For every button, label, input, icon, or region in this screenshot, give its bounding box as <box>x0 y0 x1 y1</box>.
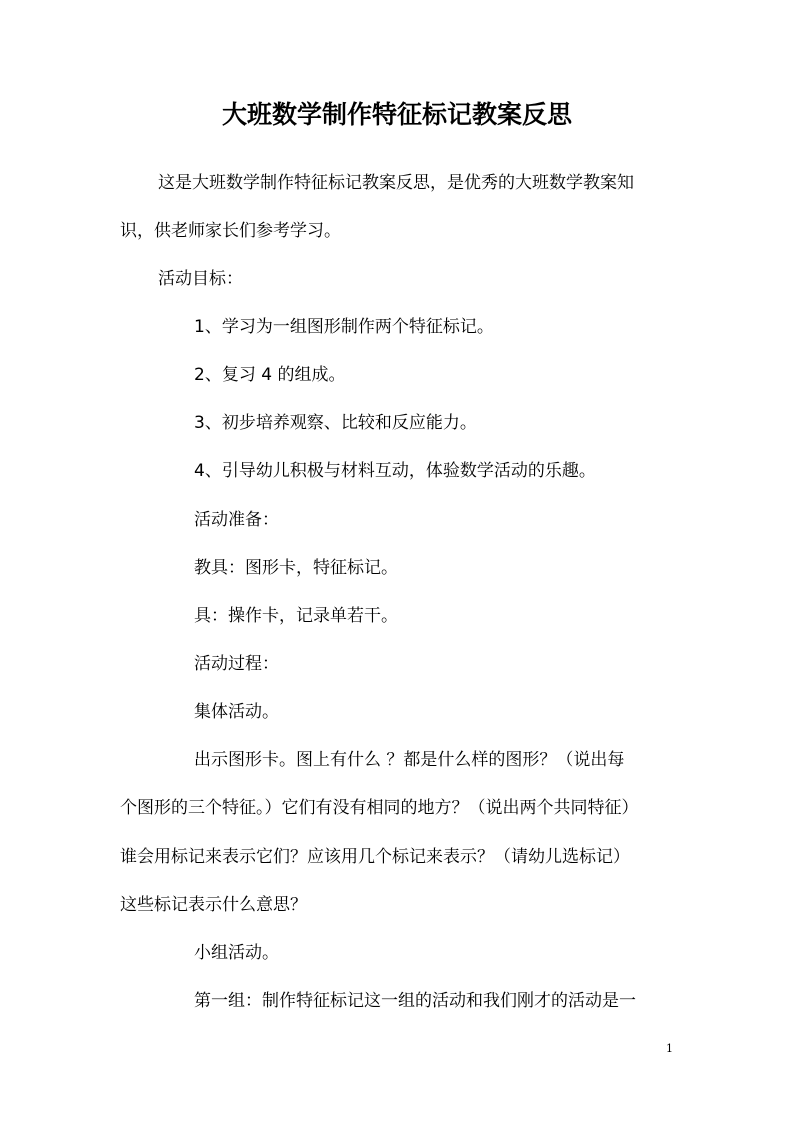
list-item: 4、引导幼儿积极与材料互动，体验数学活动的乐趣。 <box>194 461 596 481</box>
list-item: 3、初步培养观察、比较和反应能力。 <box>194 413 477 433</box>
paragraph-line: 小组活动。 <box>194 943 279 963</box>
paragraph-line: 这是大班数学制作特征标记教案反思，是优秀的大班数学教案知 <box>158 173 634 193</box>
list-item: 1、学习为一组图形制作两个特征标记。 <box>194 317 494 337</box>
page-number: 1 <box>666 1042 673 1055</box>
paragraph-line: 识，供老师家长们参考学习。 <box>120 221 341 241</box>
section-heading: 活动过程： <box>194 654 279 674</box>
paragraph-line: 教具：图形卡，特征标记。 <box>194 558 398 578</box>
paragraph-line: 第一组：制作特征标记这一组的活动和我们刚才的活动是一 <box>194 991 636 1011</box>
document-title: 大班数学制作特征标记教案反思 <box>221 100 572 129</box>
paragraph-line: 个图形的三个特征。）它们有没有相同的地方？（说出两个共同特征） <box>120 798 639 818</box>
section-heading: 活动目标： <box>158 269 243 289</box>
section-heading: 活动准备： <box>194 510 279 530</box>
paragraph-line: 谁会用标记来表示它们？应该用几个标记来表示？（请幼儿选标记） <box>120 847 630 867</box>
paragraph-line: 这些标记表示什么意思？ <box>120 895 307 915</box>
paragraph-line: 具：操作卡，记录单若干。 <box>194 606 398 626</box>
paragraph-line: 出示图形卡。图上有什么 ？都是什么样的图形？（说出每 <box>194 750 625 770</box>
paragraph-line: 集体活动。 <box>194 702 279 722</box>
list-item: 2、复习 4 的组成。 <box>194 365 346 385</box>
